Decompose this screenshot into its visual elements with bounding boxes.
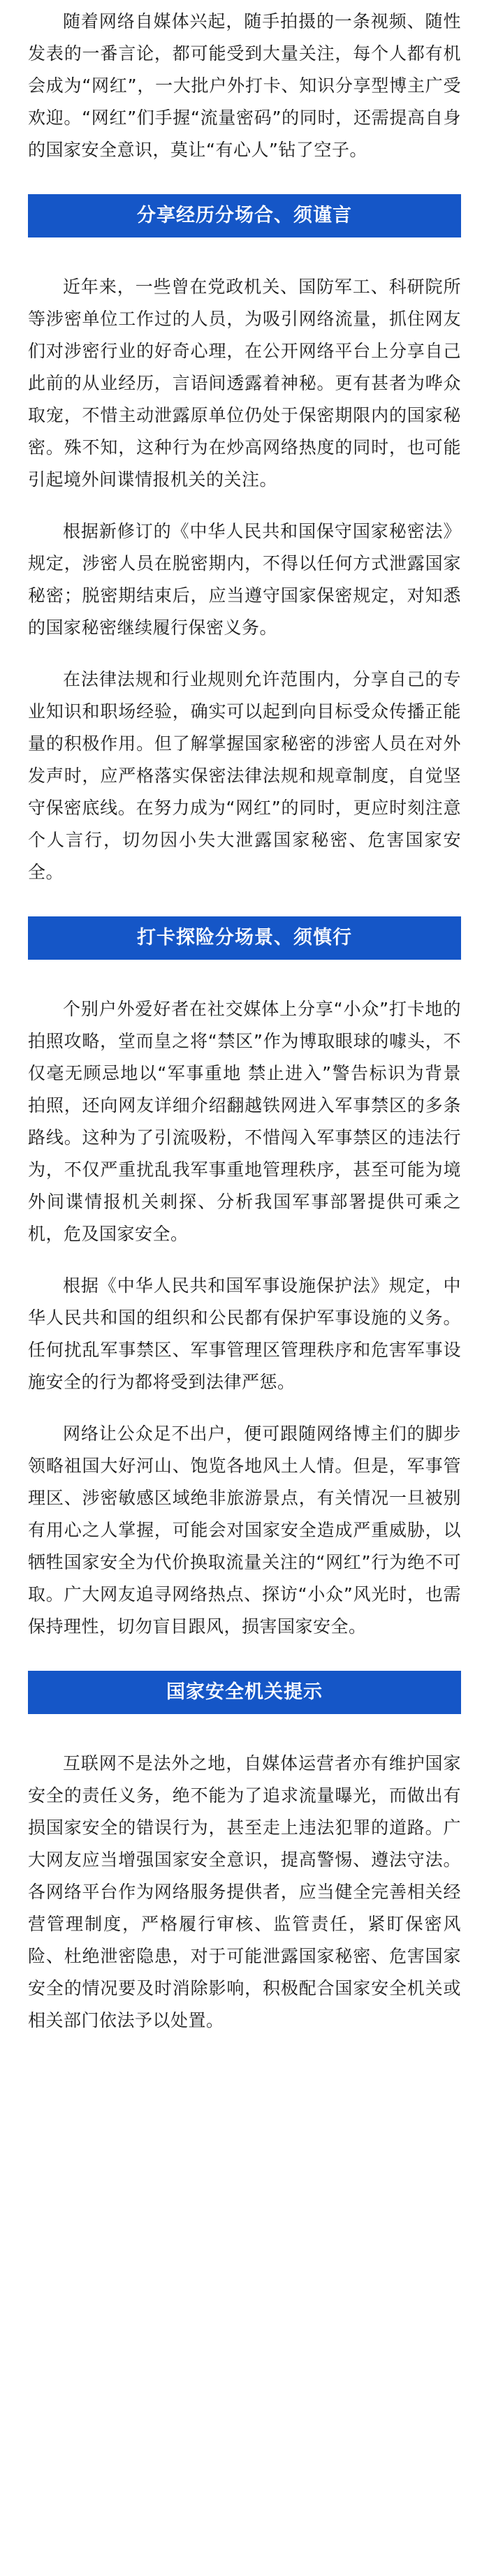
intro-paragraph: 随着网络自媒体兴起，随手拍摄的一条视频、随性发表的一番言论，都可能受到大量关注，每个人都有机会成为“网红”，一大批户外打卡、知识分享型博主广受欢迎。“网红”们手握“流量密码”的同时，还需提高自身的国家安全意识，莫让“有心人”钻了空子。 [28,11,461,160]
paragraph: 近年来，一些曾在党政机关、国防军工、科研院所等涉密单位工作过的人员，为吸引网络流量，抓住网友们对涉密行业的好奇心理，在公开网络平台上分享自己此前的从业经历，言语间透露着神秘。更有甚者为哗众取宠，不惜主动泄露原单位仍处于保密期限内的国家秘密。殊不知，这种行为在炒高网络热度的同时，也可能引起境外间谍情报机关的关注。 [28,277,461,490]
paragraph: 互联网不是法外之地，自媒体运营者亦有维护国家安全的责任义务，绝不能为了追求流量曝光，而做出有损国家安全的错误行为，甚至走上违法犯罪的道路。广大网友应当增强国家安全意识，提高警惕、遵法守法。各网络平台作为网络服务提供者，应当健全完善相关经营管理制度，严格履行审核、监管责任，紧盯保密风险、杜绝泄密隐患，对于可能泄露国家秘密、危害国家安全的情况要及时消除影响，积极配合国家安全机关或相关部门依法予以处置。 [28,1753,461,2030]
paragraph: 在法律法规和行业规则允许范围内，分享自己的专业知识和职场经验，确实可以起到向目标受众传播正能量的积极作用。但了解掌握国家秘密的涉密人员在对外发声时，应严格落实保密法律法规和规章制度，自觉坚守保密底线。在努力成为“网红”的同时，更应时刻注意个人言行，切勿因小失大泄露国家秘密、危害国家安全。 [28,669,461,882]
section-checkin-exploration [28,916,461,1643]
section-sharing-experience [28,194,461,888]
section-heading: 国家安全机关提示 [28,1671,461,1714]
paragraph: 网络让公众足不出户，便可跟随网络博主们的脚步领略祖国大好河山、饱览各地风土人情。但是，军事管理区、涉密敏感区域绝非旅游景点，有关情况一旦被别有用心之人掌握，可能会对国家安全造成严重威胁，以牺牲国家安全为代价换取流量关注的“网红”行为绝不可取。广大网友追寻网络热点、探访“小众”风光时，也需保持理性，切勿盲目跟风，损害国家安全。 [28,1424,461,1637]
paragraph: 根据新修订的《中华人民共和国保守国家秘密法》规定，涉密人员在脱密期内，不得以任何方式泄露国家秘密；脱密期结束后，应当遵守国家保密规定，对知悉的国家秘密继续履行保密义务。 [28,521,461,638]
section-heading: 打卡探险分场景、须慎行 [28,916,461,960]
paragraph: 个别户外爱好者在社交媒体上分享“小众”打卡地的拍照攻略，堂而皇之将“禁区”作为博取眼球的噱头，不仅毫无顾忌地以“军事重地 禁止进入”警告标识为背景拍照，还向网友详细介绍翻越铁网进入军事禁区的多条路线。这种为了引流吸粉，不惜闯入军事禁区的违法行为，不仅严重扰乱我军事重地管理秩序，甚至可能为境外间谍情报机关刺探、分析我国军事部署提供可乘之机，危及国家安全。 [28,999,461,1244]
section-heading: 分享经历分场合、须谨言 [28,194,461,237]
paragraph: 根据《中华人民共和国军事设施保护法》规定，中华人民共和国的组织和公民都有保护军事设施的义务。任何扰乱军事禁区、军事管理区管理秩序和危害军事设施安全的行为都将受到法律严惩。 [28,1275,461,1392]
section-security-tips [28,1671,461,2037]
